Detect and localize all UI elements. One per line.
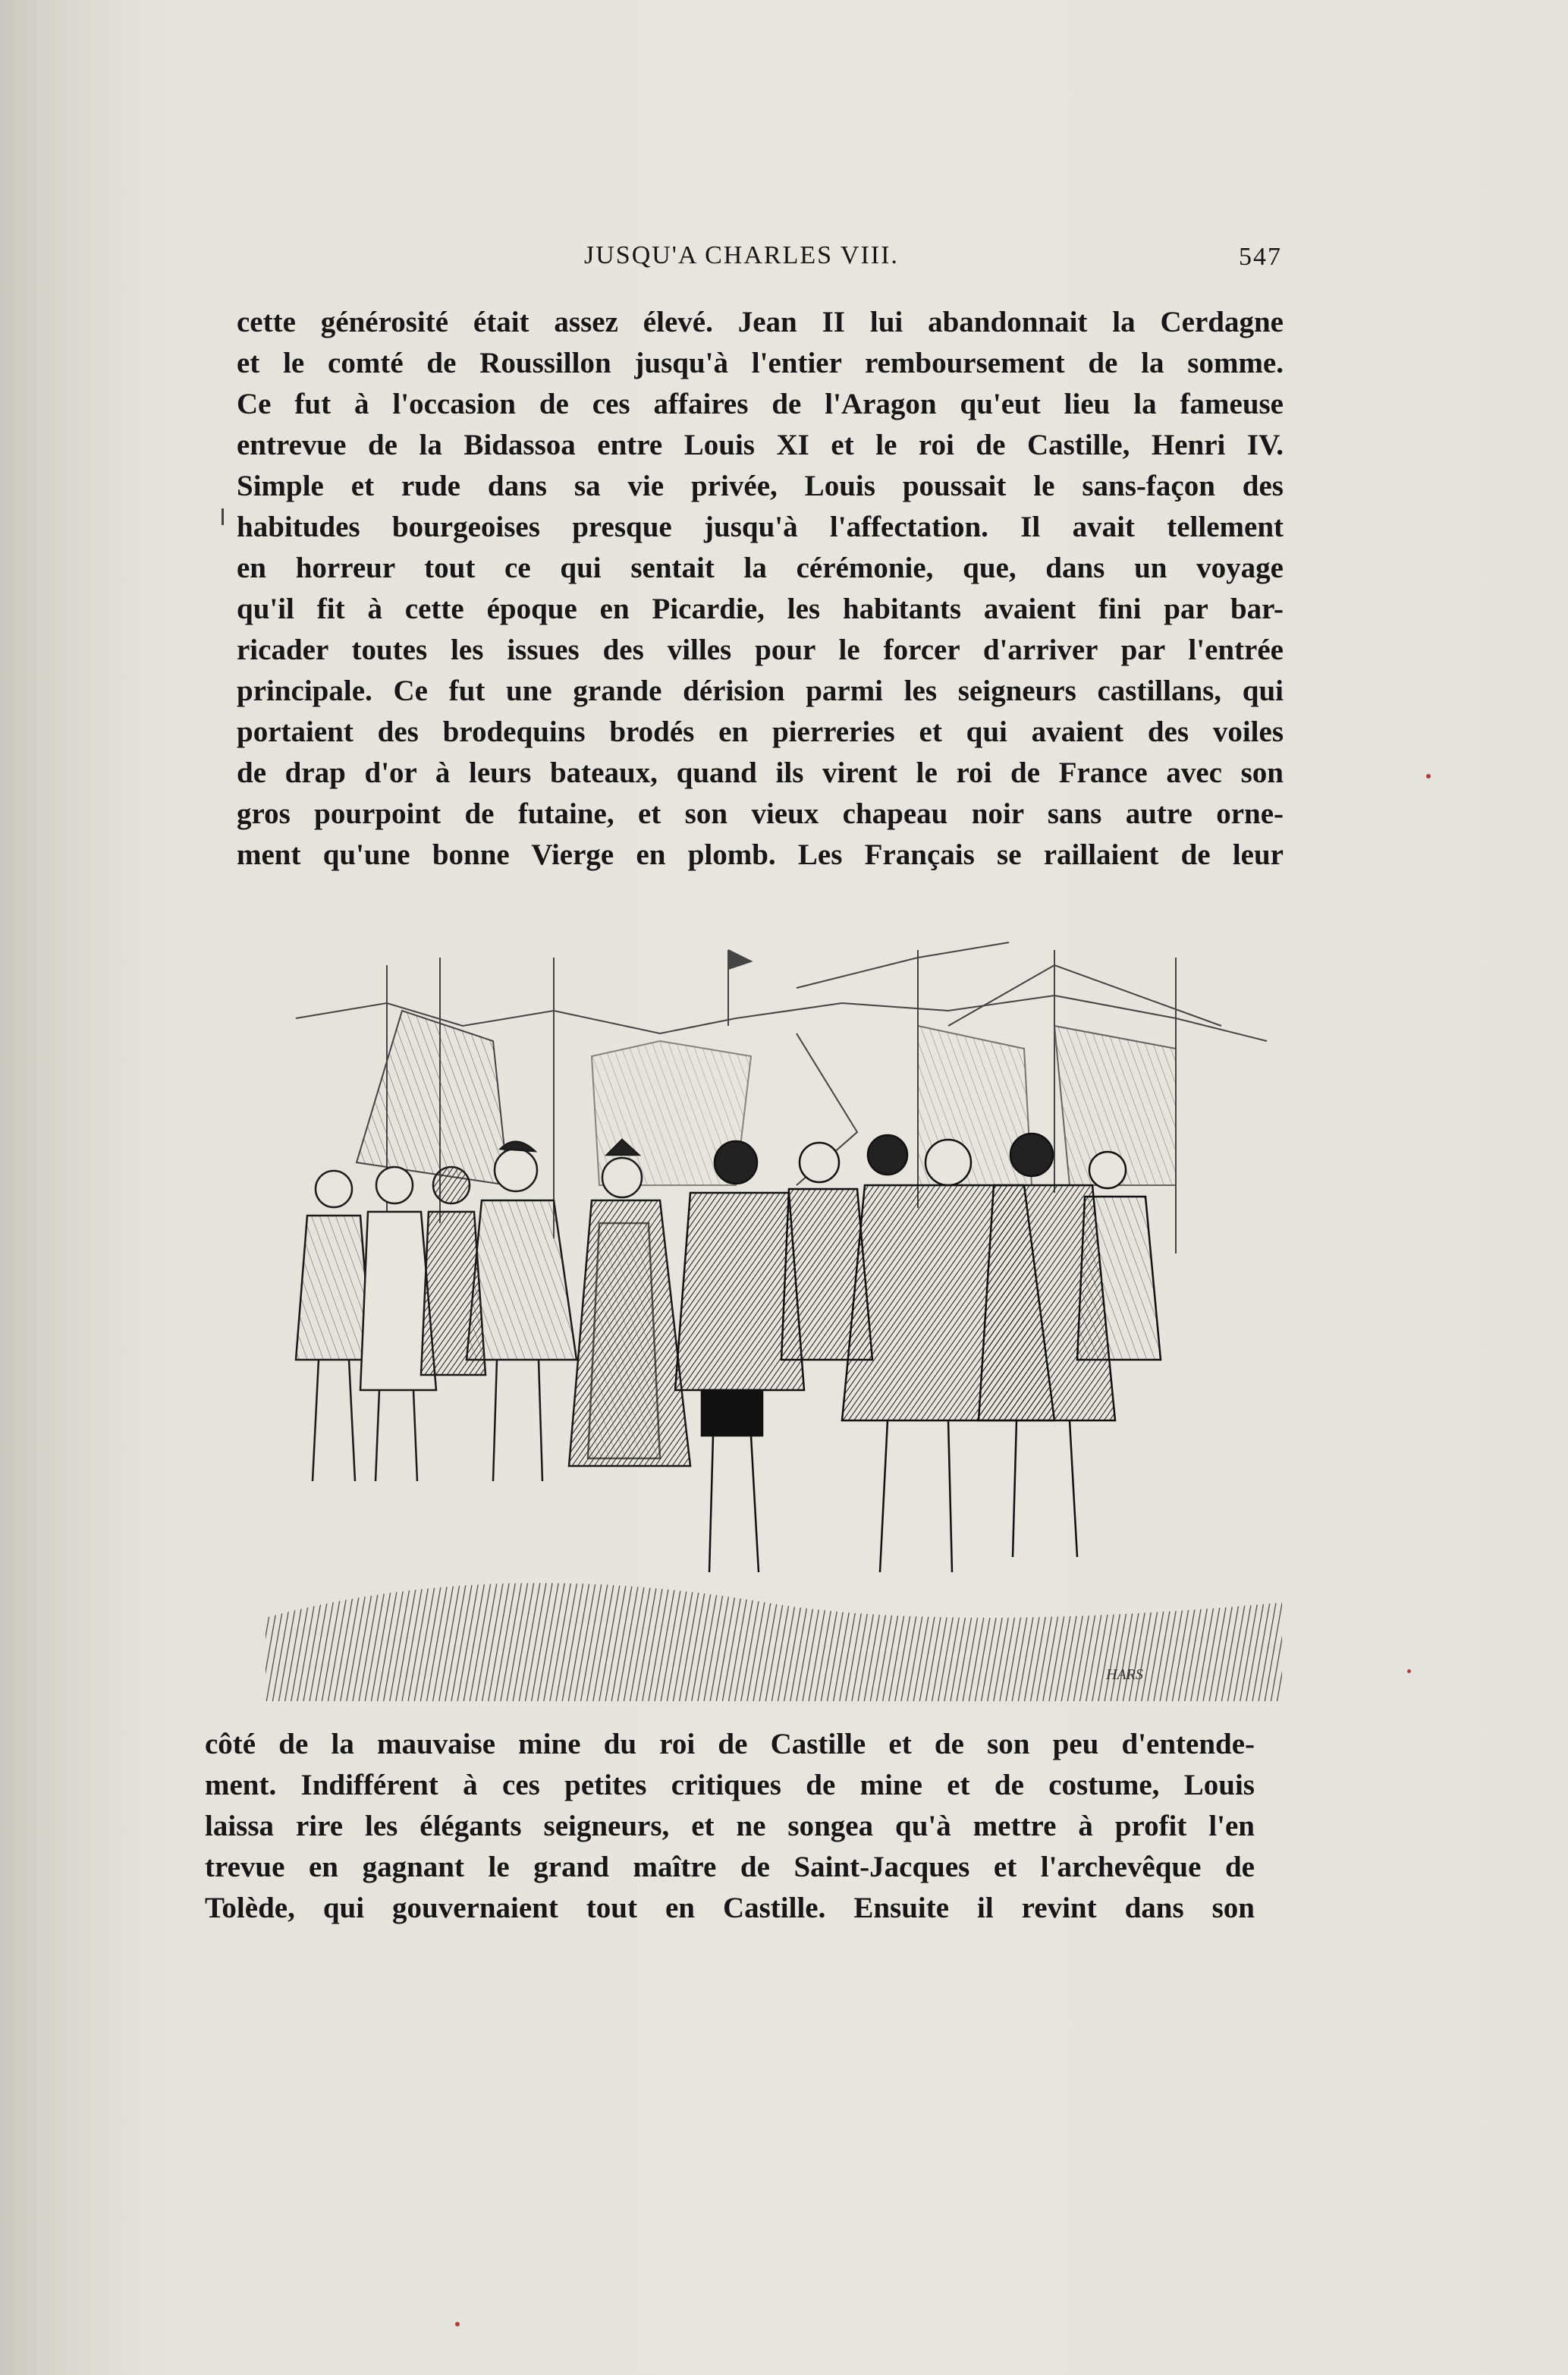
paper-spot [455, 2322, 460, 2326]
text-line: cette générosité était assez élevé. Jean II lui abandonnait la Cerdagne [237, 306, 1284, 338]
text-line: portaient des brodequins brodés en pierreries et qui avaient des voiles [237, 716, 1284, 748]
text-line: côté de la mauvaise mine du roi de Castille et de son peu d'entende- [205, 1728, 1255, 1760]
right-group-figures [675, 1134, 1161, 1572]
text-block-top [237, 302, 1284, 876]
paper-spot [1426, 774, 1431, 779]
page-header [235, 241, 1282, 279]
text-line: en horreur tout ce qui sentait la cérémonie, que, dans un voyage [237, 552, 1284, 584]
text-line: gros pourpoint de futaine, et son vieux chapeau noir sans autre orne- [237, 797, 1284, 830]
engraving-illustration [266, 935, 1282, 1701]
text-line: et le comté de Roussillon jusqu'à l'entier remboursement de la somme. [237, 347, 1284, 379]
margin-mark [222, 508, 224, 525]
engraver-signature: HARS [1106, 1666, 1143, 1683]
left-group-figures [296, 1142, 577, 1481]
running-head: JUSQU'A CHARLES VIII. [584, 241, 899, 269]
text-line: laissa rire les élégants seigneurs, et ne songea qu'à mettre à profit l'en [205, 1810, 1255, 1842]
text-line: principale. Ce fut une grande dérision parmi les seigneurs castillans, qui [237, 675, 1284, 707]
text-line: ment. Indifférent à ces petites critiques de mine et de costume, Louis [205, 1769, 1255, 1801]
text-line: qu'il fit à cette époque en Picardie, les habitants avaient fini par bar- [237, 593, 1284, 625]
page-number: 547 [1239, 243, 1282, 271]
central-robed-figure [569, 1140, 690, 1466]
text-line: Tolède, qui gouvernaient tout en Castille. Ensuite il revint dans son [205, 1892, 1255, 1924]
text-line: habitudes bourgeoises presque jusqu'à l'affectation. Il avait tellement [237, 511, 1284, 543]
text-line: trevue en gagnant le grand maître de Saint-Jacques et l'archevêque de [205, 1851, 1255, 1883]
text-line: ricader toutes les issues des villes pour le forcer d'arriver par l'entrée [237, 634, 1284, 666]
text-block-bottom [205, 1724, 1255, 1929]
text-line: Simple et rude dans sa vie privée, Louis poussait le sans-façon des [237, 470, 1284, 502]
text-line: entrevue de la Bidassoa entre Louis XI et le roi de Castille, Henri IV. [237, 429, 1284, 461]
text-line: de drap d'or à leurs bateaux, quand ils virent le roi de France avec son [237, 757, 1284, 789]
paper-spot [1407, 1669, 1411, 1673]
text-line: Ce fut à l'occasion de ces affaires de l'Aragon qu'eut lieu la fameuse [237, 388, 1284, 420]
text-line: ment qu'une bonne Vierge en plomb. Les Français se raillaient de leur [237, 838, 1284, 871]
